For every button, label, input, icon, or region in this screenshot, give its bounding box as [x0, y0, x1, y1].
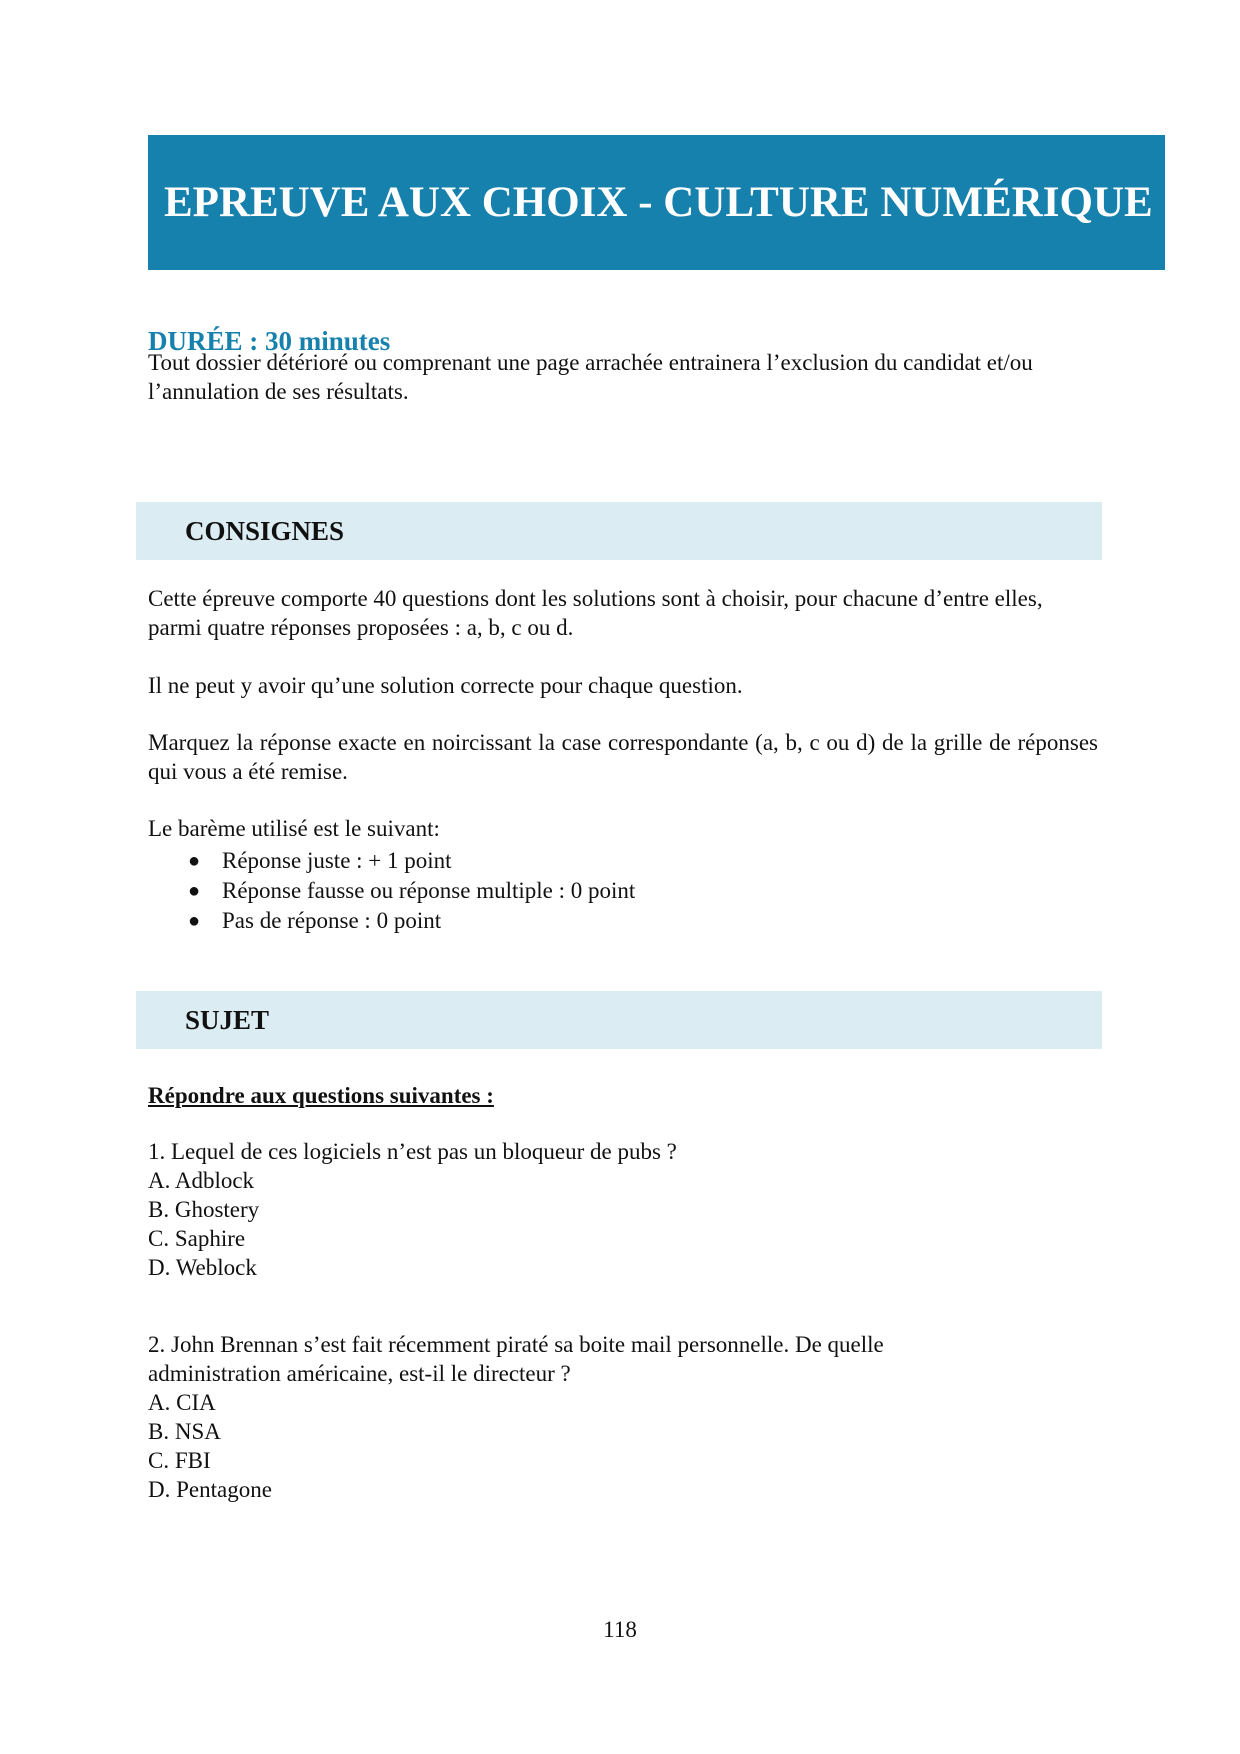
answer-option: B. Ghostery — [148, 1197, 260, 1222]
instruction-heading: Répondre aux questions suivantes : — [148, 1083, 494, 1108]
answer-option: C. FBI — [148, 1448, 211, 1473]
question-text: 1. Lequel de ces logiciels n’est pas un bloqueur de pubs ? — [148, 1139, 677, 1164]
question-1 — [148, 1137, 1108, 1282]
list-item — [148, 876, 635, 906]
list-item — [148, 906, 635, 936]
answer-option: B. NSA — [148, 1419, 221, 1444]
answer-option: D. Weblock — [148, 1255, 257, 1280]
bullet-icon: ● — [188, 850, 201, 872]
sujet-band — [136, 991, 1102, 1049]
answer-option: C. Saphire — [148, 1226, 246, 1251]
list-item-label: Pas de réponse : 0 point — [222, 908, 442, 933]
list-item — [148, 846, 635, 876]
consignes-paragraph-3: Marquez la réponse exacte en noircissant la case correspondante (a, b, c ou d) de la grille de réponses qui vous a été remise. — [148, 730, 1098, 784]
duration-heading: DURÉE : 30 minutes — [148, 326, 391, 356]
bullet-icon: ● — [188, 880, 201, 902]
answer-option: D. Pentagone — [148, 1477, 272, 1502]
question-text: 2. John Brennan s’est fait récemment piraté sa boite mail personnelle. De quelle administration américaine, est-il le directeur ? — [148, 1332, 884, 1386]
list-item-label: Réponse fausse ou réponse multiple : 0 point — [222, 878, 636, 903]
consignes-band — [136, 502, 1102, 560]
consignes-paragraph-1: Cette épreuve comporte 40 questions dont les solutions sont à choisir, pour chacune d’entre elles, parmi quatre réponses proposées : a, b, c ou d. — [148, 586, 1043, 640]
answer-option: A. CIA — [148, 1390, 216, 1415]
sujet-heading: SUJET — [185, 1004, 270, 1035]
page-title: EPREUVE AUX CHOIX - CULTURE NUMÉRIQUE — [164, 179, 1153, 226]
list-item-label: Réponse juste : + 1 point — [222, 848, 452, 873]
answer-option: A. Adblock — [148, 1168, 255, 1193]
consignes-heading: CONSIGNES — [185, 515, 345, 546]
title-banner — [148, 135, 1165, 270]
consignes-paragraph-4: Le barème utilisé est le suivant: — [148, 816, 440, 841]
warning-text: Tout dossier détérioré ou comprenant une page arrachée entrainera l’exclusion du candidat et/ou l’annulation de ses résultats. — [148, 350, 1033, 404]
page-number: 118 — [603, 1617, 637, 1642]
scoring-list — [148, 846, 635, 936]
question-2 — [148, 1330, 978, 1504]
bullet-icon: ● — [188, 910, 201, 932]
consignes-paragraph-2: Il ne peut y avoir qu’une solution correcte pour chaque question. — [148, 673, 743, 698]
